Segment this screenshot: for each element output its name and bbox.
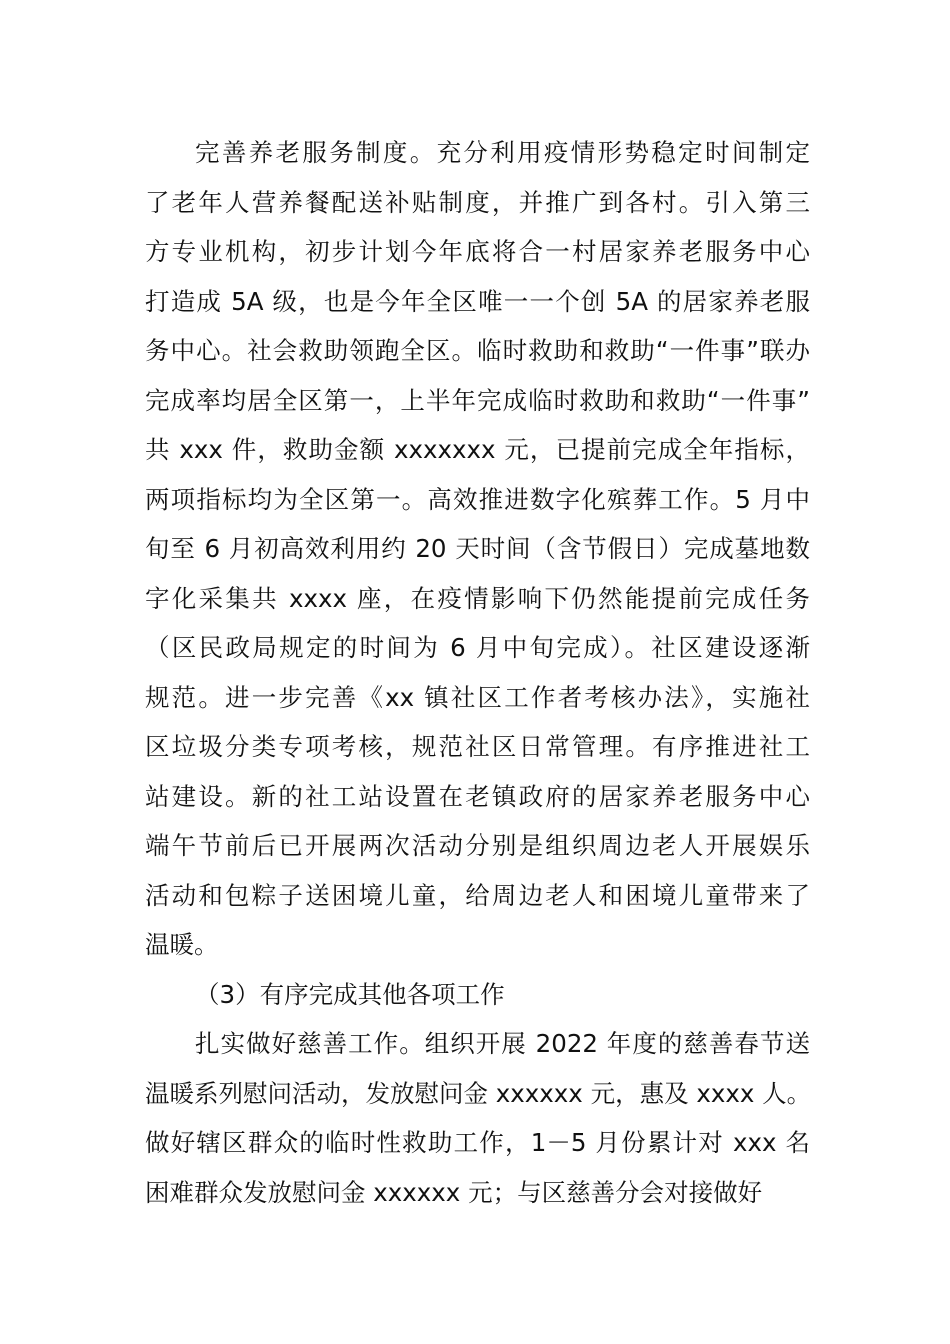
- text-line: 扎实做好慈善工作。组织开展 2022 年度的慈善春节送: [195, 1029, 810, 1058]
- text-line: （3）有序完成其他各项工作: [195, 979, 505, 1009]
- text-line: 共 xxx 件，救助金额 xxxxxxx 元，已提前完成全年指标，: [145, 435, 810, 464]
- text-line: 站建设。新的社工站设置在老镇政府的居家养老服务中心: [145, 781, 810, 811]
- text-line: 完成率均居全区第一，上半年完成临时救助和救助“一件事”: [145, 385, 810, 415]
- text-line: 了老年人营养餐配送补贴制度，并推广到各村。引入第三: [145, 187, 810, 217]
- text-line: （区民政局规定的时间为 6 月中旬完成）。社区建设逐渐: [145, 633, 810, 662]
- text-line: 方专业机构，初步计划今年底将合一村居家养老服务中心: [145, 237, 810, 266]
- paragraph-elder-care-social-work: [145, 128, 810, 970]
- paragraph-charity-work: [145, 1019, 810, 1217]
- text-line: 完善养老服务制度。充分利用疫情形势稳定时间制定: [195, 138, 810, 167]
- text-line: 务中心。社会救助领跑全区。临时救助和救助“一件事”联办: [145, 336, 810, 365]
- text-line: 字化采集共 xxxx 座，在疫情影响下仍然能提前完成任务: [145, 583, 810, 613]
- text-line: 两项指标均为全区第一。高效推进数字化殡葬工作。5 月中: [145, 484, 810, 514]
- text-line: 规范。进一步完善《xx 镇社区工作者考核办法》，实施社: [145, 682, 810, 712]
- text-line: 打造成 5A 级，也是今年全区唯一一个创 5A 的居家养老服: [145, 286, 810, 316]
- section-heading-3: [145, 970, 810, 1020]
- text-line: 温暖系列慰问活动，发放慰问金 xxxxxx 元，惠及 xxxx 人。: [145, 1078, 812, 1108]
- text-line: 旬至 6 月初高效利用约 20 天时间（含节假日）完成墓地数: [145, 534, 810, 563]
- text-line: 困难群众发放慰问金 xxxxxx 元；与区慈善分会对接做好: [145, 1177, 763, 1207]
- text-line: 做好辖区群众的临时性救助工作，1－5 月份累计对 xxx 名: [145, 1128, 810, 1157]
- text-line: 活动和包粽子送困境儿童，给周边老人和困境儿童带来了: [145, 880, 810, 910]
- text-line: 温暖。: [145, 930, 219, 959]
- text-line: 端午节前后已开展两次活动分别是组织周边老人开展娱乐: [145, 831, 810, 860]
- document-body: [145, 128, 810, 1217]
- text-line: 区垃圾分类专项考核，规范社区日常管理。有序推进社工: [145, 732, 810, 761]
